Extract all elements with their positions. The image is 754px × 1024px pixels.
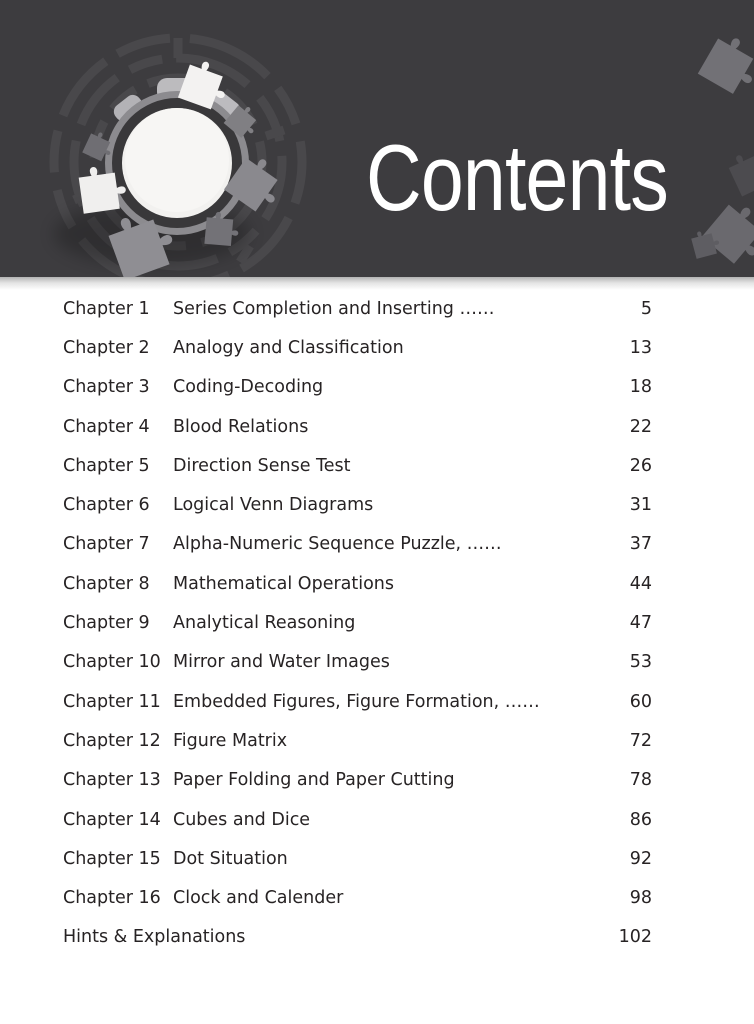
toc-chapter-label: Chapter 5 <box>63 455 150 476</box>
toc-page-number: 22 <box>629 416 652 437</box>
toc-chapter-title: Paper Folding and Paper Cutting <box>173 770 455 791</box>
toc-chapter-title: Clock and Calender <box>173 888 344 909</box>
toc-chapter-label: Chapter 3 <box>63 377 150 398</box>
header-banner <box>0 0 754 277</box>
toc-chapter-title: Logical Venn Diagrams <box>173 495 374 516</box>
toc-page-number: 98 <box>629 888 652 909</box>
toc-row[interactable] <box>63 407 652 446</box>
toc-page-number: 60 <box>629 691 652 712</box>
toc-page-number: 53 <box>629 652 652 673</box>
toc-page-number: 78 <box>629 770 652 791</box>
toc-chapter-title: Analytical Reasoning <box>173 613 356 634</box>
toc-page-number: 18 <box>629 377 652 398</box>
toc-page-number: 13 <box>629 337 652 358</box>
toc-chapter-title: Mirror and Water Images <box>173 652 390 673</box>
toc-chapter-title: Mathematical Operations <box>173 573 395 594</box>
toc-row[interactable] <box>63 800 652 839</box>
toc-page-number: 92 <box>629 848 652 869</box>
toc-chapter-label: Chapter 12 <box>63 730 161 751</box>
toc-page-number: 102 <box>618 927 652 948</box>
toc-chapter-title: Analogy and Classification <box>173 337 404 358</box>
toc-row[interactable] <box>63 446 652 485</box>
page-title: Contents <box>366 125 668 230</box>
puzzle-piece-icon <box>690 30 754 270</box>
toc-chapter-label: Chapter 15 <box>63 848 161 869</box>
toc-chapter-label: Chapter 9 <box>63 613 150 634</box>
toc-page-number: 31 <box>629 495 652 516</box>
toc-page-number: 44 <box>629 573 652 594</box>
toc-chapter-label: Chapter 16 <box>63 888 161 909</box>
toc-row[interactable] <box>63 485 652 524</box>
toc-list <box>63 289 652 957</box>
toc-row[interactable] <box>63 878 652 917</box>
toc-chapter-label: Chapter 8 <box>63 573 150 594</box>
toc-row[interactable] <box>63 603 652 642</box>
toc-chapter-label: Chapter 11 <box>63 691 161 712</box>
toc-row[interactable] <box>63 682 652 721</box>
toc-chapter-label: Chapter 7 <box>63 534 150 555</box>
toc-row[interactable] <box>63 289 652 328</box>
toc-chapter-label: Chapter 14 <box>63 809 161 830</box>
toc-chapter-label: Chapter 2 <box>63 337 150 358</box>
toc-page-number: 72 <box>629 730 652 751</box>
toc-page-number: 37 <box>629 534 652 555</box>
toc-row[interactable] <box>63 368 652 407</box>
toc-chapter-title: Alpha-Numeric Sequence Puzzle, …… <box>173 534 502 555</box>
toc-row[interactable] <box>63 761 652 800</box>
toc-chapter-title: Blood Relations <box>173 416 309 437</box>
toc-row[interactable] <box>63 525 652 564</box>
toc-chapter-title: Embedded Figures, Figure Formation, …… <box>173 691 540 712</box>
toc-row[interactable] <box>63 918 652 957</box>
toc-chapter-label: Chapter 1 <box>63 298 150 319</box>
toc-page-number: 47 <box>629 613 652 634</box>
toc-row[interactable] <box>63 643 652 682</box>
toc-row[interactable] <box>63 721 652 760</box>
toc-page-number: 86 <box>629 809 652 830</box>
toc-chapter-label: Chapter 6 <box>63 495 150 516</box>
stopwatch-icon <box>105 78 249 235</box>
toc-chapter-label: Chapter 10 <box>63 652 161 673</box>
toc-row[interactable] <box>63 839 652 878</box>
toc-chapter-label: Chapter 4 <box>63 416 150 437</box>
toc-chapter-title: Dot Situation <box>173 848 288 869</box>
toc-chapter-label: Chapter 13 <box>63 770 161 791</box>
toc-chapter-title: Series Completion and Inserting …… <box>173 298 495 319</box>
toc-page-number: 26 <box>629 455 652 476</box>
toc-page-number: 5 <box>640 298 652 319</box>
toc-chapter-title: Cubes and Dice <box>173 809 311 830</box>
toc-chapter-title: Figure Matrix <box>173 730 288 751</box>
toc-chapter-title: Direction Sense Test <box>173 455 351 476</box>
toc-row[interactable] <box>63 564 652 603</box>
toc-chapter-title: Coding-Decoding <box>173 377 324 398</box>
toc-chapter-label: Hints & Explanations <box>63 927 246 948</box>
toc-row[interactable] <box>63 328 652 367</box>
